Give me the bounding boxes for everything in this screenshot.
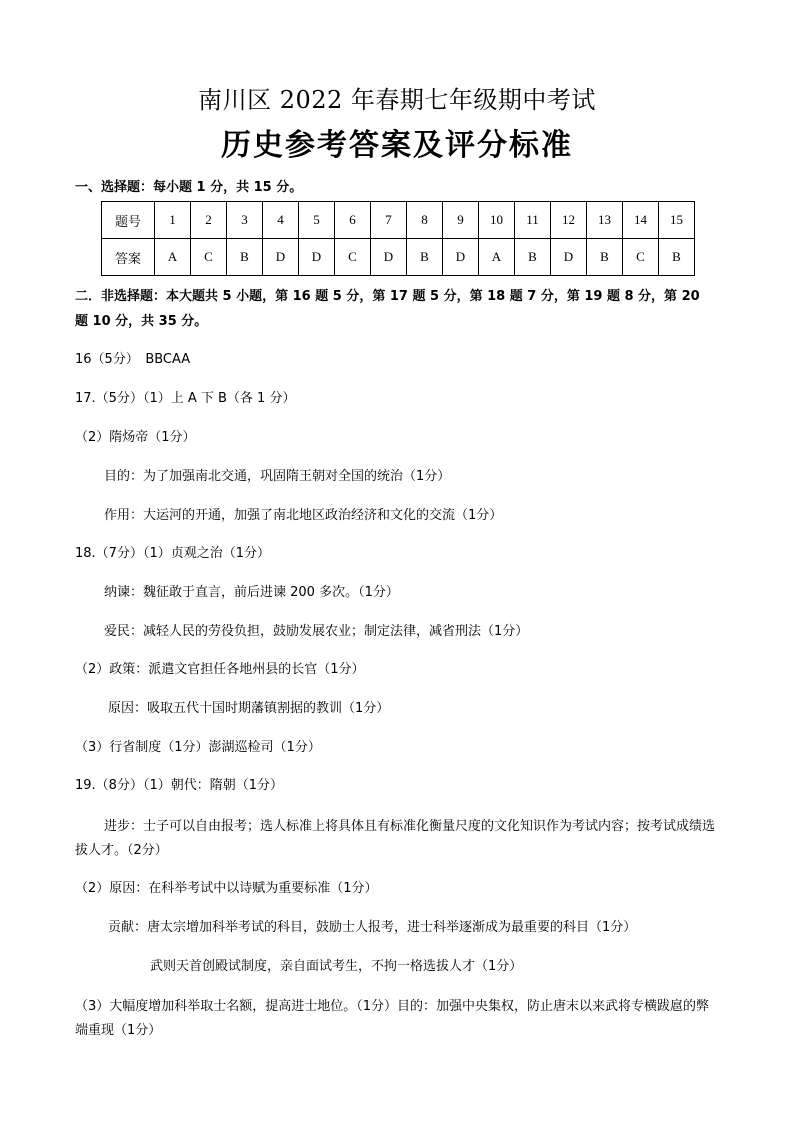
q19-part2: （2）原因：在科举考试中以诗赋为重要标准（1分）	[75, 881, 378, 896]
number-cell: 4	[263, 202, 299, 239]
q17-purpose: 目的：为了加强南北交通，巩固隋王朝对全国的统治（1分）	[104, 469, 451, 484]
q17-effect: 作用：大运河的开通，加强了南北地区政治经济和文化的交流（1分）	[104, 508, 503, 523]
answer-cell: D	[263, 239, 299, 276]
number-cell: 7	[371, 202, 407, 239]
answer-row	[102, 239, 695, 276]
number-cell: 9	[443, 202, 479, 239]
answer-cell: B	[227, 239, 263, 276]
answer-cell: B	[407, 239, 443, 276]
answer-cell: A	[479, 239, 515, 276]
section1-heading: 一、选择题：每小题 1 分，共 15 分。	[75, 180, 303, 195]
section2-heading-line1: 二．非选择题：本大题共 5 小题，第 16 题 5 分，第 17 题 5 分，第 18 题 7 分，第 19 题 8 分，第 20	[75, 289, 700, 304]
answer-table	[101, 201, 695, 276]
answer-cell: D	[299, 239, 335, 276]
question-number-row	[102, 202, 695, 239]
section2-heading-line2: 题 10 分，共 35 分。	[75, 314, 208, 329]
number-cell: 10	[479, 202, 515, 239]
exam-title: 南川区 2022 年春期七年级期中考试	[198, 86, 596, 114]
answer-cell: D	[371, 239, 407, 276]
number-cell: 12	[551, 202, 587, 239]
q18-part3: （3）行省制度（1分）澎湖巡检司（1分）	[75, 740, 321, 755]
row-label-answer: 答案	[102, 239, 155, 276]
number-cell: 8	[407, 202, 443, 239]
q18-advice: 纳谏：魏征敢于直言，前后进谏 200 多次。（1分）	[104, 585, 399, 600]
number-cell: 3	[227, 202, 263, 239]
number-cell: 5	[299, 202, 335, 239]
q19-part3: （3）大幅度增加科举取士名额，提高进士地位。（1分）目的：加强中央集权，防止唐末以来武将专横跋扈的弊端重现（1分）	[75, 999, 710, 1038]
q19-wu-zetian: 武则天首创殿试制度，亲自面试考生，不拘一格选拔人才（1分）	[150, 959, 523, 974]
answer-cell: B	[659, 239, 695, 276]
q16-answer: 16（5分） BBCAA	[75, 352, 191, 367]
number-cell: 14	[623, 202, 659, 239]
q19-progress: 进步：士子可以自由报考；选人标准上将具体且有标准化衡量尺度的文化知识作为考试内容；按考试成绩选拔人才。（2分）	[75, 819, 716, 858]
row-label-number: 题号	[102, 202, 155, 239]
q18-part2: （2）政策：派遣文官担任各地州县的长官（1分）	[75, 662, 365, 677]
q18-people: 爱民：减轻人民的劳役负担，鼓励发展农业；制定法律，减省刑法（1分）	[104, 624, 529, 639]
q19-contribution: 贡献：唐太宗增加科举考试的科目，鼓励士人报考，进士科举逐渐成为最重要的科目（1分）	[108, 920, 637, 935]
answer-cell: C	[191, 239, 227, 276]
answer-cell: B	[587, 239, 623, 276]
answer-cell: A	[155, 239, 191, 276]
number-cell: 11	[515, 202, 551, 239]
answer-cell: C	[623, 239, 659, 276]
number-cell: 13	[587, 202, 623, 239]
answer-cell: D	[551, 239, 587, 276]
q17-part2: （2）隋炀帝（1分）	[75, 430, 196, 445]
number-cell: 15	[659, 202, 695, 239]
q17-part1: 17.（5分）（1）上 A 下 B（各 1 分）	[75, 391, 296, 406]
q18-reason: 原因：吸取五代十国时期藩镇割据的教训（1分）	[108, 701, 390, 716]
number-cell: 1	[155, 202, 191, 239]
answer-cell: C	[335, 239, 371, 276]
number-cell: 2	[191, 202, 227, 239]
number-cell: 6	[335, 202, 371, 239]
answer-cell: B	[515, 239, 551, 276]
q18-part1: 18.（7分）（1）贞观之治（1分）	[75, 546, 270, 561]
answer-cell: D	[443, 239, 479, 276]
q19-part1: 19.（8分）（1）朝代：隋朝（1分）	[75, 778, 283, 793]
exam-subtitle: 历史参考答案及评分标准	[221, 128, 573, 163]
